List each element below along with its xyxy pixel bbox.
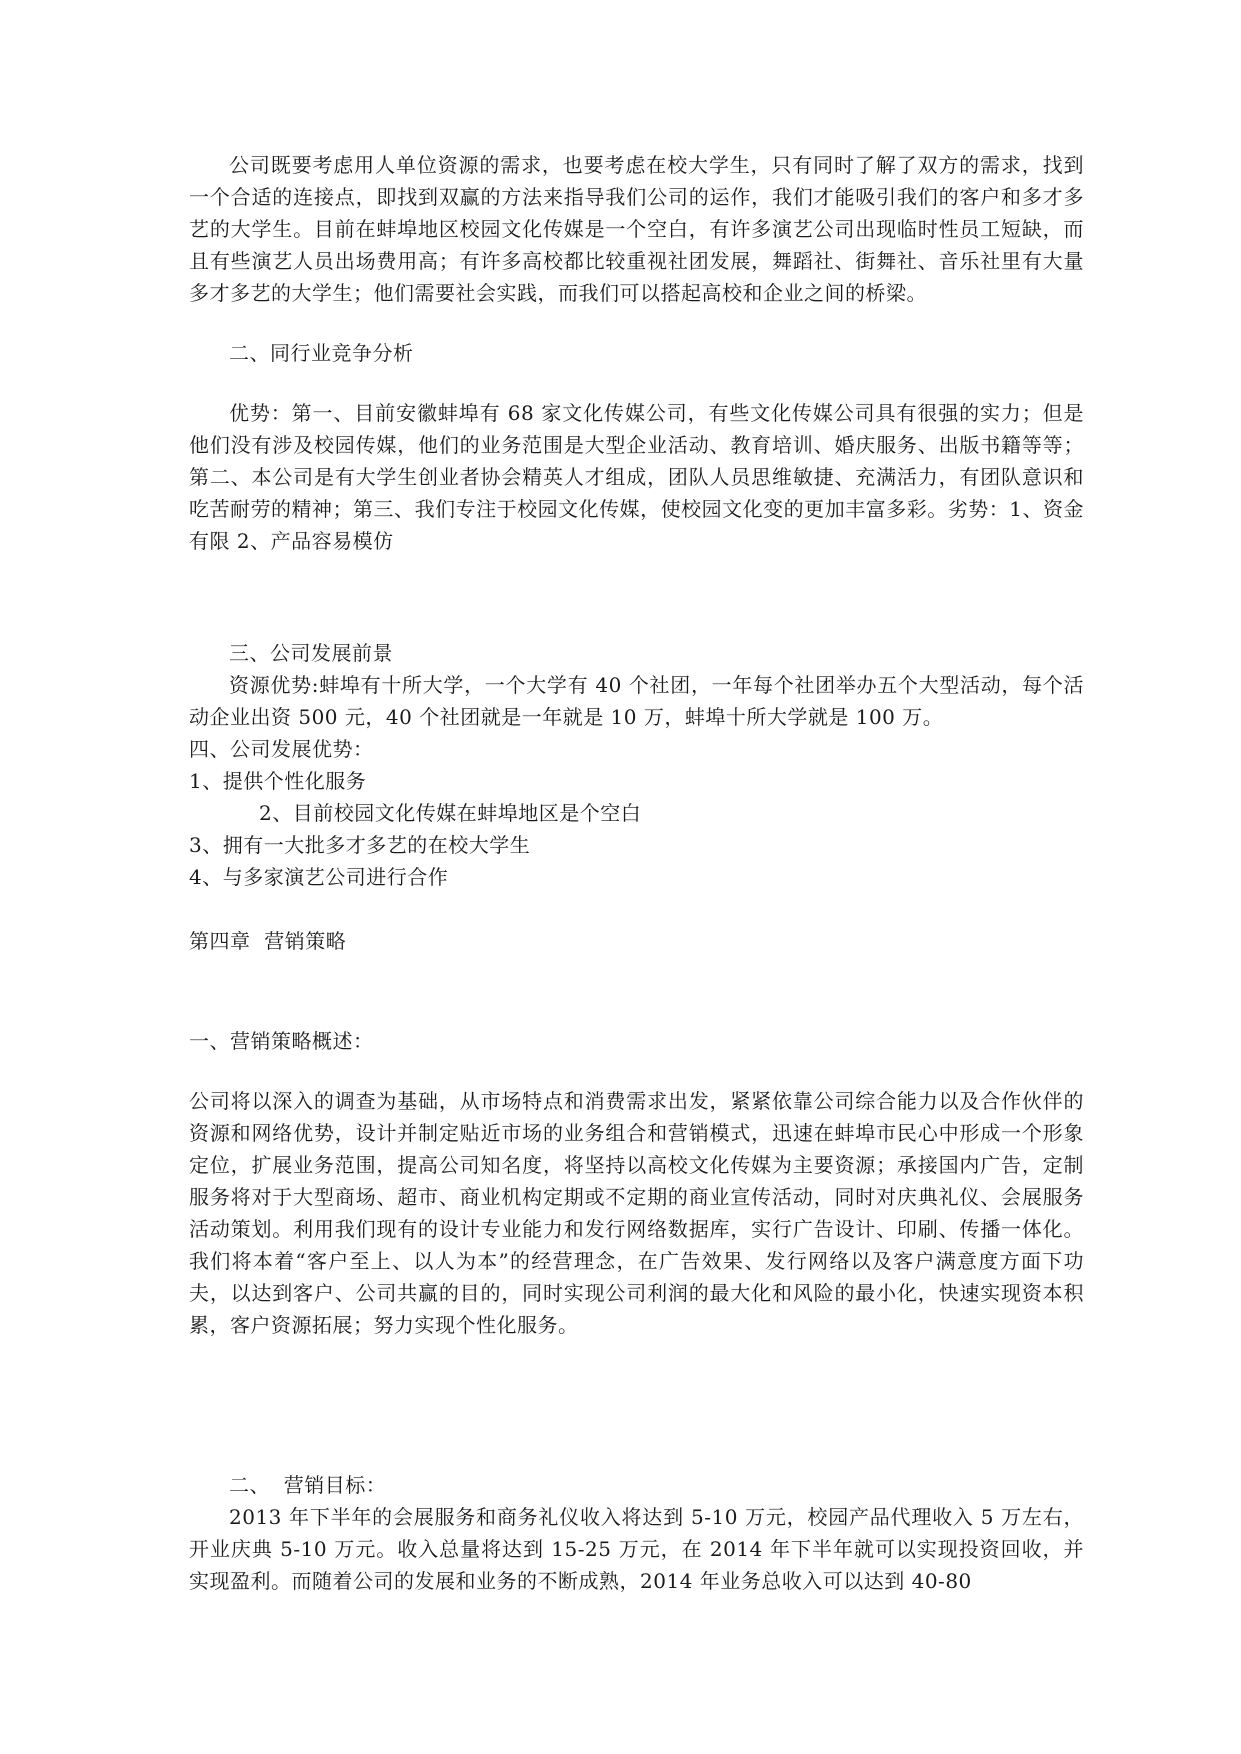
paragraph-marketing-overview: 公司将以深入的调查为基础，从市场特点和消费需求出发，紧紧依靠公司综合能力以及合作伙伴的资源和网络优势，设计并制定贴近市场的业务组合和营销模式，迅速在蚌埠市民心中形成一个形象定位，扩展业务范围，提高公司知名度，将坚持以高校文化传媒为主要资源；承接国内广告，定制服务将对于大型商场、超市、商业机构定期或不定期的商业宣传活动，同时对庆典礼仪、会展服务活动策划。利用我们现有的设计专业能力和发行网络数据库，实行广告设计、印刷、传播一体化。我们将本着“客户至上、以人为本”的经营理念，在广告效果、发行网络以及客户满意度方面下功夫，以达到客户、公司共赢的目的，同时实现公司利润的最大化和风险的最小化，快速实现资本积累，客户资源拓展；努力实现个性化服务。 <box>189 1089 1084 1337</box>
heading-development-prospects: 三、公司发展前景 <box>229 641 393 665</box>
heading-development-advantages: 四、公司发展优势： <box>189 737 374 761</box>
list-item: 4、与多家演艺公司进行合作 <box>189 865 449 889</box>
list-item: 3、拥有一大批多才多艺的在校大学生 <box>189 833 531 857</box>
chapter-title: 第四章 营销策略 <box>189 929 347 953</box>
list-item: 2、目前校园文化传媒在蚌埠地区是个空白 <box>259 801 642 825</box>
heading-marketing-goals: 二、 营销目标： <box>229 1473 387 1497</box>
heading-marketing-overview: 一、营销策略概述： <box>189 1029 374 1053</box>
paragraph-resource-advantage: 资源优势:蚌埠有十所大学，一个大学有 40 个社团，一年每个社团举办五个大型活动，每个活动企业出资 500 元，40 个社团就是一年就是 10 万，蚌埠十所大学就是 100 万。 <box>189 673 1084 729</box>
paragraph-advantages: 优势：第一、目前安徽蚌埠有 68 家文化传媒公司，有些文化传媒公司具有很强的实力；但是他们没有涉及校园传媒，他们的业务范围是大型企业活动、教育培训、婚庆服务、出版书籍等等；第二、本公司是有大学生创业者协会精英人才组成，团队人员思维敏捷、充满活力，有团队意识和吃苦耐劳的精神；第三、我们专注于校园文化传媒，使校园文化变的更加丰富多彩。劣势：1、资金有限 2、产品容易模仿 <box>189 401 1084 553</box>
heading-competition-analysis: 二、同行业竞争分析 <box>229 341 414 365</box>
paragraph-market-need: 公司既要考虑用人单位资源的需求，也要考虑在校大学生，只有同时了解了双方的需求，找到一个合适的连接点，即找到双赢的方法来指导我们公司的运作，我们才能吸引我们的客户和多才多艺的大学生。目前在蚌埠地区校园文化传媒是一个空白，有许多演艺公司出现临时性员工短缺，而且有些演艺人员出场费用高；有许多高校都比较重视社团发展，舞蹈社、街舞社、音乐社里有大量多才多艺的大学生；他们需要社会实践，而我们可以搭起高校和企业之间的桥梁。 <box>189 153 1084 305</box>
list-item: 1、提供个性化服务 <box>189 769 367 793</box>
paragraph-marketing-goals: 2013 年下半年的会展服务和商务礼仪收入将达到 5-10 万元，校园产品代理收入 5 万左右，开业庆典 5-10 万元。收入总量将达到 15-25 万元，在 2014 年下半年就可以实现投资回收，并实现盈利。而随着公司的发展和业务的不断成熟，2014 年业务总收入可以达到 40-80 <box>189 1505 1084 1593</box>
